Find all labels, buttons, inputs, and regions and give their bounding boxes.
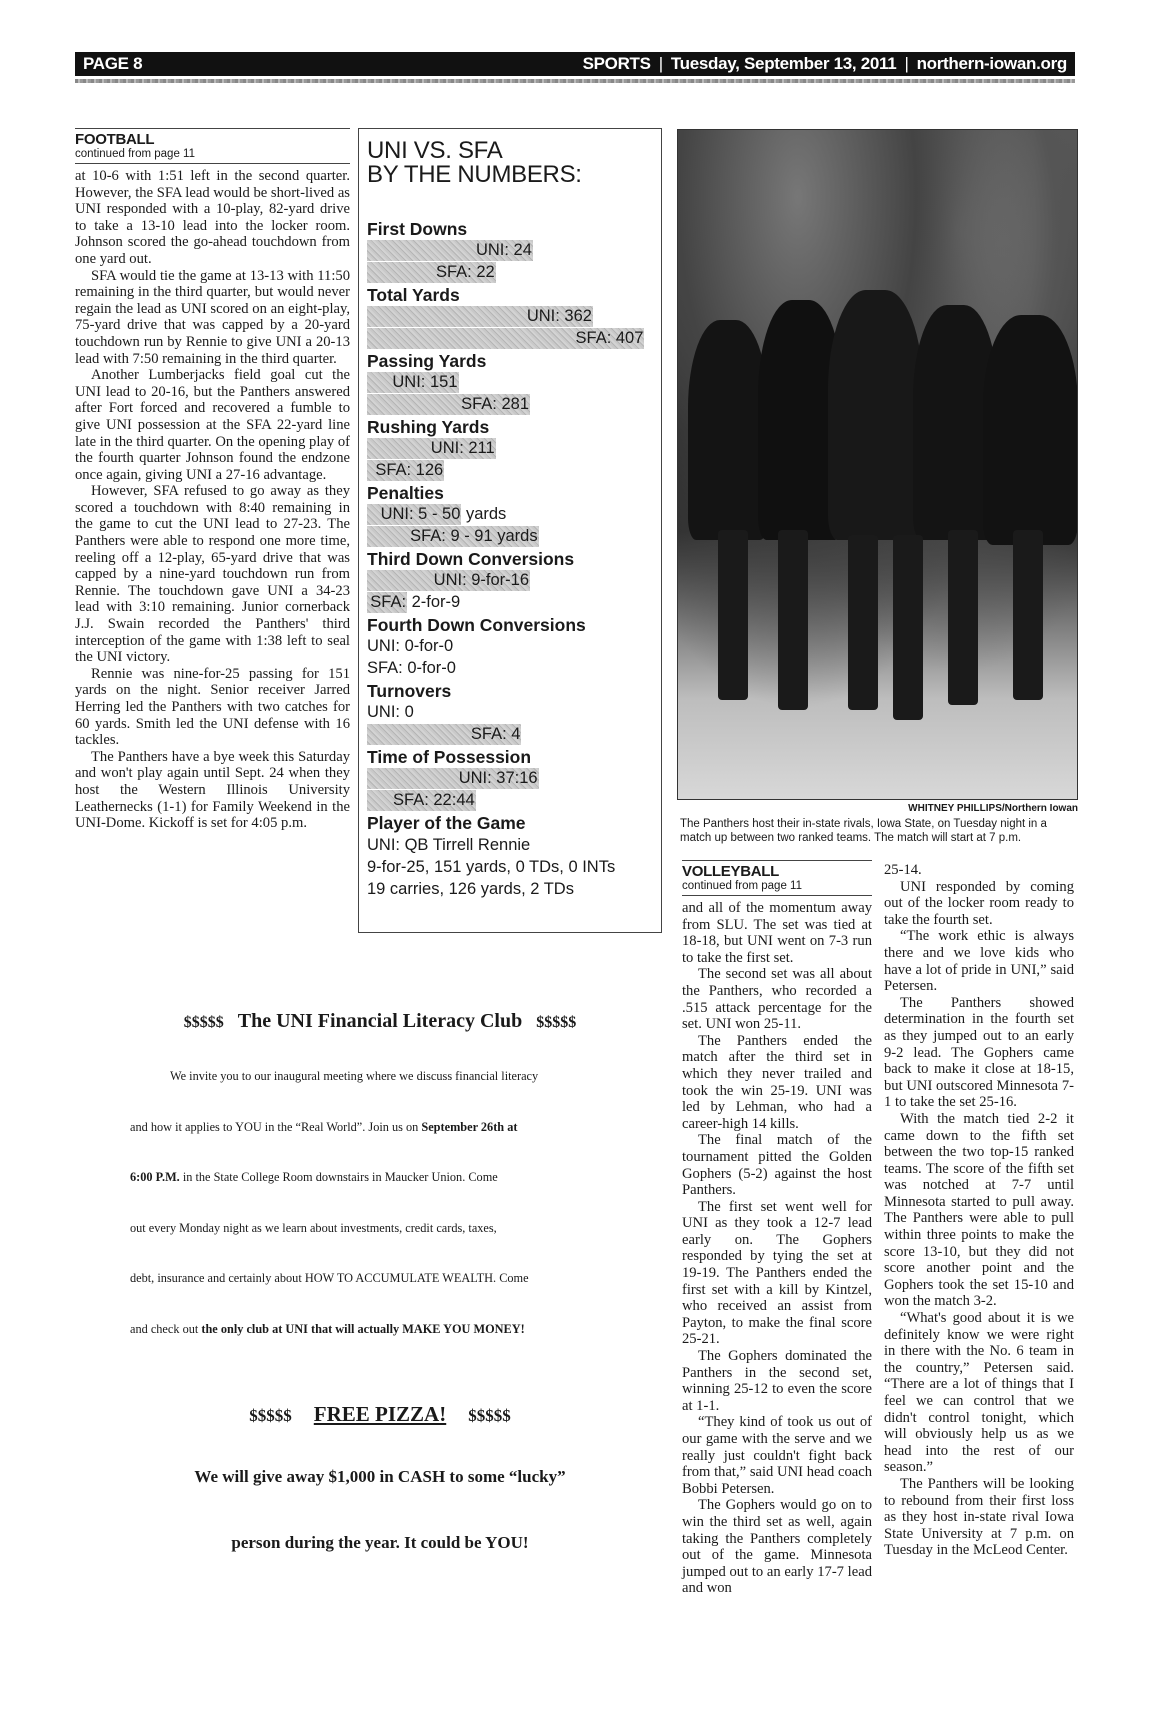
ad-line (130, 1322, 630, 1373)
ad-text: and how it applies to YOU in the “Real World”. Join us on (130, 1119, 422, 1134)
paragraph: UNI responded by coming out of the locker room ready to take the fourth set. (884, 878, 1074, 928)
masthead-info (583, 54, 1067, 74)
article-body (75, 168, 350, 832)
stat-row (367, 526, 653, 548)
ad-text: in the State College Room downstairs in Maucker Union. Come (179, 1170, 498, 1184)
ad-line (130, 1221, 630, 1272)
stat-bar: SFA: 4 (367, 724, 521, 745)
stat-row (367, 570, 653, 592)
paragraph: at 10-6 with 1:51 left in the second quarter. However, the SFA lead would be short-lived as UNI responded with a 10-play, 82-yard drive to take a 13-10 lead into the locker room. Johnson scored the go-ahead touchdown from one yard out. (75, 168, 350, 267)
stat-bar: SFA: 9 - 91 yards (367, 526, 539, 547)
dollar-signs: $$$$$ (183, 1014, 224, 1031)
stats-title-line: UNI VS. SFA (367, 137, 503, 164)
dollar-signs: $$$$$ (468, 1406, 511, 1425)
website: northern-iowan.org (916, 54, 1067, 73)
stat-category-heading: Total Yards (367, 285, 460, 305)
paragraph: Rennie was nine-for-25 passing for 151 yards on the night. Senior receiver Jarred Herring led the Panthers with two catches for 60 yards. Smith led the UNI defense with 16 tackles. (75, 665, 350, 749)
stats-title-line: BY THE NUMBERS: (367, 161, 582, 188)
paragraph: The final match of the tournament pitted the Golden Gophers (5-2) against the host Panthers. (682, 1132, 872, 1199)
stat-bar: UNI: 362 (367, 306, 593, 327)
stat-row (367, 702, 653, 724)
stat-bar: SFA: (367, 592, 407, 613)
paragraph: The Panthers have a bye week this Saturday and won't play again until Sept. 24 when they host the Western Illinois University Leathernecks (1-1) for Family Weekend in the UNI-Dome. Kickoff is set for 4:05 p.m. (75, 748, 350, 832)
stat-categories (367, 219, 653, 812)
stat-row (367, 790, 653, 812)
stats-box (358, 128, 662, 933)
stat-category-heading: First Downs (367, 219, 468, 239)
stat-row (367, 592, 653, 614)
article-body (682, 900, 872, 1597)
stat-bar: UNI: 9-for-16 (367, 570, 530, 591)
ad-line (130, 1069, 630, 1120)
volleyball-article (682, 860, 872, 1597)
ad-body (130, 1069, 630, 1372)
paragraph: With the match tied 2-2 it came down to the fifth set between the two top-15 ranked teams. The score of the fifth set was notched at 7-7 until Minnesota started to pull away. The Panthers were able to pull within three points to make the score 13-10, but they did not score another point and the Gophers took the set 15-10 and won the match 3-2. (884, 1110, 1074, 1310)
article-body (884, 862, 1074, 1559)
player-line: UNI: QB Tirrell Rennie (367, 836, 531, 854)
photo-caption: The Panthers host their in-state rivals, Iowa State, on Tuesday night in a match up between two ranked teams. The match will start at 7 p.m. (680, 818, 1047, 844)
paragraph: However, SFA refused to go away as they scored a touchdown with 8:40 remaining in the game to cut the UNI lead to 27-23. The Panthers were able to respond one more time, reeling off a 12-play, 65-yard drive that was capped by a nine-yard touchdown run from Rennie. The touchdown gave UNI a 34-23 lead with 3:10 remaining. Junior cornerback J.J. Swain recorded the Panthers' third interception of the game with 1:38 left to seal the UNI victory. (75, 483, 350, 666)
ad-text: out every Monday night as we learn about investments, credit cards, taxes, (130, 1220, 497, 1235)
continued-note: continued from page 11 (75, 148, 350, 164)
free-pizza: FREE PIZZA! (313, 1402, 447, 1426)
player-line: 19 carries, 126 yards, 2 TDs (367, 880, 574, 898)
player-of-game-heading: Player of the Game (367, 813, 526, 833)
paragraph: “What's good about it is we definitely know we were right in there with the No. 6 team in the country,” Petersen said. “There are a lot of things that I feel we can control that we didn't control tonight, which will obviously help us as we head into the rest of our season.” (884, 1310, 1074, 1476)
dollar-signs: $$$$$ (249, 1406, 292, 1425)
stat-bar: UNI: 151 (367, 372, 459, 393)
stat-category-heading: Passing Yards (367, 351, 487, 371)
volleyball-kicker: VOLLEYBALL (682, 860, 872, 880)
stat-bar: SFA: 407 (367, 328, 644, 349)
stat-row (367, 306, 653, 328)
paragraph: 25-14. (884, 862, 922, 878)
ad-title (130, 1010, 630, 1033)
paragraph: Another Lumberjacks field goal cut the UNI lead to 20-16, but the Panthers answered after Fort forced and recovered a fumble to give UNI possession at the SFA 22-yard line late in the third quarter. On the opening play of the fourth quarter Johnson found the endzone once again, giving UNI a 27-16 advantage. (75, 367, 350, 483)
photo-credit: WHITNEY PHILLIPS/Northern Iowan (908, 803, 1078, 814)
football-article (75, 128, 350, 832)
stat-value: SFA: 0-for-0 (367, 659, 456, 677)
ad-text: debt, insurance and certainly about HOW TO ACCUMULATE WEALTH. Come (130, 1271, 529, 1285)
separator: | (904, 54, 909, 73)
stat-row (367, 372, 653, 394)
stat-row (367, 328, 653, 350)
paragraph: The Gophers would go on to win the third set as well, again taking the Panthers completely out of the game. Minnesota jumped out to an early 17-7 lead and won (682, 1497, 872, 1597)
stat-value: yards (461, 505, 507, 523)
stat-row (367, 636, 653, 658)
ad-line (130, 1120, 630, 1171)
stat-bar: SFA: 126 (367, 460, 444, 481)
football-kicker: FOOTBALL (75, 128, 350, 148)
paragraph: “The work ethic is always there and we love kids who have a lot of pride in UNI,” said Petersen. (884, 928, 1074, 995)
stat-row (367, 724, 653, 746)
stats-title (367, 139, 653, 187)
stat-row (367, 394, 653, 416)
paragraph: SFA would tie the game at 13-13 with 11:50 remaining in the third quarter, but would never regain the lead as UNI scored on an eight-play, 75-yard drive that was capped by a 20-yard touchdown run by Rennie to give UNI a 20-13 lead with 7:50 remaining in the third quarter. (75, 267, 350, 367)
stat-bar: UNI: 37:16 (367, 768, 539, 789)
player-line: 9-for-25, 151 yards, 0 TDs, 0 INTs (367, 858, 616, 876)
issue-date: Tuesday, September 13, 2011 (670, 54, 897, 73)
paragraph: “They kind of took us out of our game with the serve and we really just couldn't fight back from that,” said UNI head coach Bobbi Petersen. (682, 1414, 872, 1497)
stat-row (367, 658, 653, 680)
paragraph: and all of the momentum away from SLU. The set was tied at 18-18, but UNI went on 7-3 run to take the first set. (682, 900, 872, 966)
dollar-signs: $$$$$ (536, 1014, 577, 1031)
paragraph: The second set was all about the Panthers, who recorded a .515 attack percentage for the set. UNI won 25-11. (682, 966, 872, 1033)
stat-category-heading: Time of Possession (367, 747, 532, 767)
stat-value: UNI: 0-for-0 (367, 637, 454, 655)
paragraph: The Panthers will be looking to rebound from their first loss as they host in-state rival Iowa State University at 7 p.m. on Tuesday in the McLeod Center. (884, 1475, 1074, 1559)
ad-line (130, 1271, 630, 1322)
ad-text: and check out (130, 1321, 202, 1336)
stat-bar: SFA: 281 (367, 394, 530, 415)
stat-bar: UNI: 24 (367, 240, 533, 261)
stat-row (367, 460, 653, 482)
stat-value: UNI: 0 (367, 703, 414, 721)
section-name: SPORTS (582, 54, 651, 73)
stat-value: 2-for-9 (407, 593, 461, 611)
separator: | (658, 54, 663, 73)
ad-line (130, 1170, 630, 1221)
ad-emphasis: September 26th at (421, 1119, 518, 1134)
volleyball-article-column-2 (884, 862, 1074, 1559)
financial-literacy-club-ad (130, 1010, 630, 1599)
stat-category-heading: Third Down Conversions (367, 549, 575, 569)
stat-category-heading: Turnovers (367, 681, 452, 701)
masthead-rule (75, 79, 1075, 83)
ad-emphasis: the only club at UNI that will actually MAKE YOU MONEY! (201, 1321, 525, 1336)
stat-row (367, 768, 653, 790)
page-number: PAGE 8 (83, 54, 143, 73)
stat-bar: UNI: 211 (367, 438, 496, 459)
volleyball-team-photo (677, 129, 1078, 800)
page-masthead (75, 52, 1075, 76)
stat-bar: SFA: 22:44 (367, 790, 476, 811)
cash-giveaway-line: We will give away $1,000 in CASH to some “lucky” (194, 1467, 566, 1486)
ad-text: We invite you to our inaugural meeting where we discuss financial literacy (170, 1069, 539, 1083)
stat-bar: UNI: 5 - 50 (367, 504, 461, 525)
continued-note: continued from page 11 (682, 880, 872, 896)
paragraph: The Panthers showed determination in the fourth set as they jumped out to an early 9-2 lead. The Gophers came back to make it close at 18-15, but UNI outscored Minnesota 7-1 to take the set 25-16. (884, 994, 1074, 1111)
free-pizza-line (130, 1402, 630, 1427)
ad-emphasis: 6:00 P.M. (130, 1170, 180, 1184)
stat-row (367, 504, 653, 526)
stat-row (367, 240, 653, 262)
stat-row (367, 262, 653, 284)
stat-category-heading: Penalties (367, 483, 444, 503)
stat-category-heading: Fourth Down Conversions (367, 615, 586, 635)
ad-title-text: The UNI Financial Literacy Club (237, 1010, 523, 1032)
paragraph: The Panthers ended the match after the third set in which they never trailed and took the win 25-19. UNI was led by Lehman, who had a career-high 14 kills. (682, 1032, 872, 1132)
stat-category-heading: Rushing Yards (367, 417, 490, 437)
stat-bar: SFA: 22 (367, 262, 496, 283)
cash-giveaway-line: person during the year. It could be YOU! (231, 1533, 529, 1552)
paragraph: The first set went well for UNI as they took a 12-7 lead early on. The Gophers responded by tying the set at 19-19. The Panthers ended the first set with a kill by Kintzel, who received an assist from Payton, to make the final score 25-21. (682, 1198, 872, 1348)
paragraph: The Gophers dominated the Panthers in the second set, winning 25-12 to even the score at 1-1. (682, 1348, 872, 1414)
stat-row (367, 438, 653, 460)
